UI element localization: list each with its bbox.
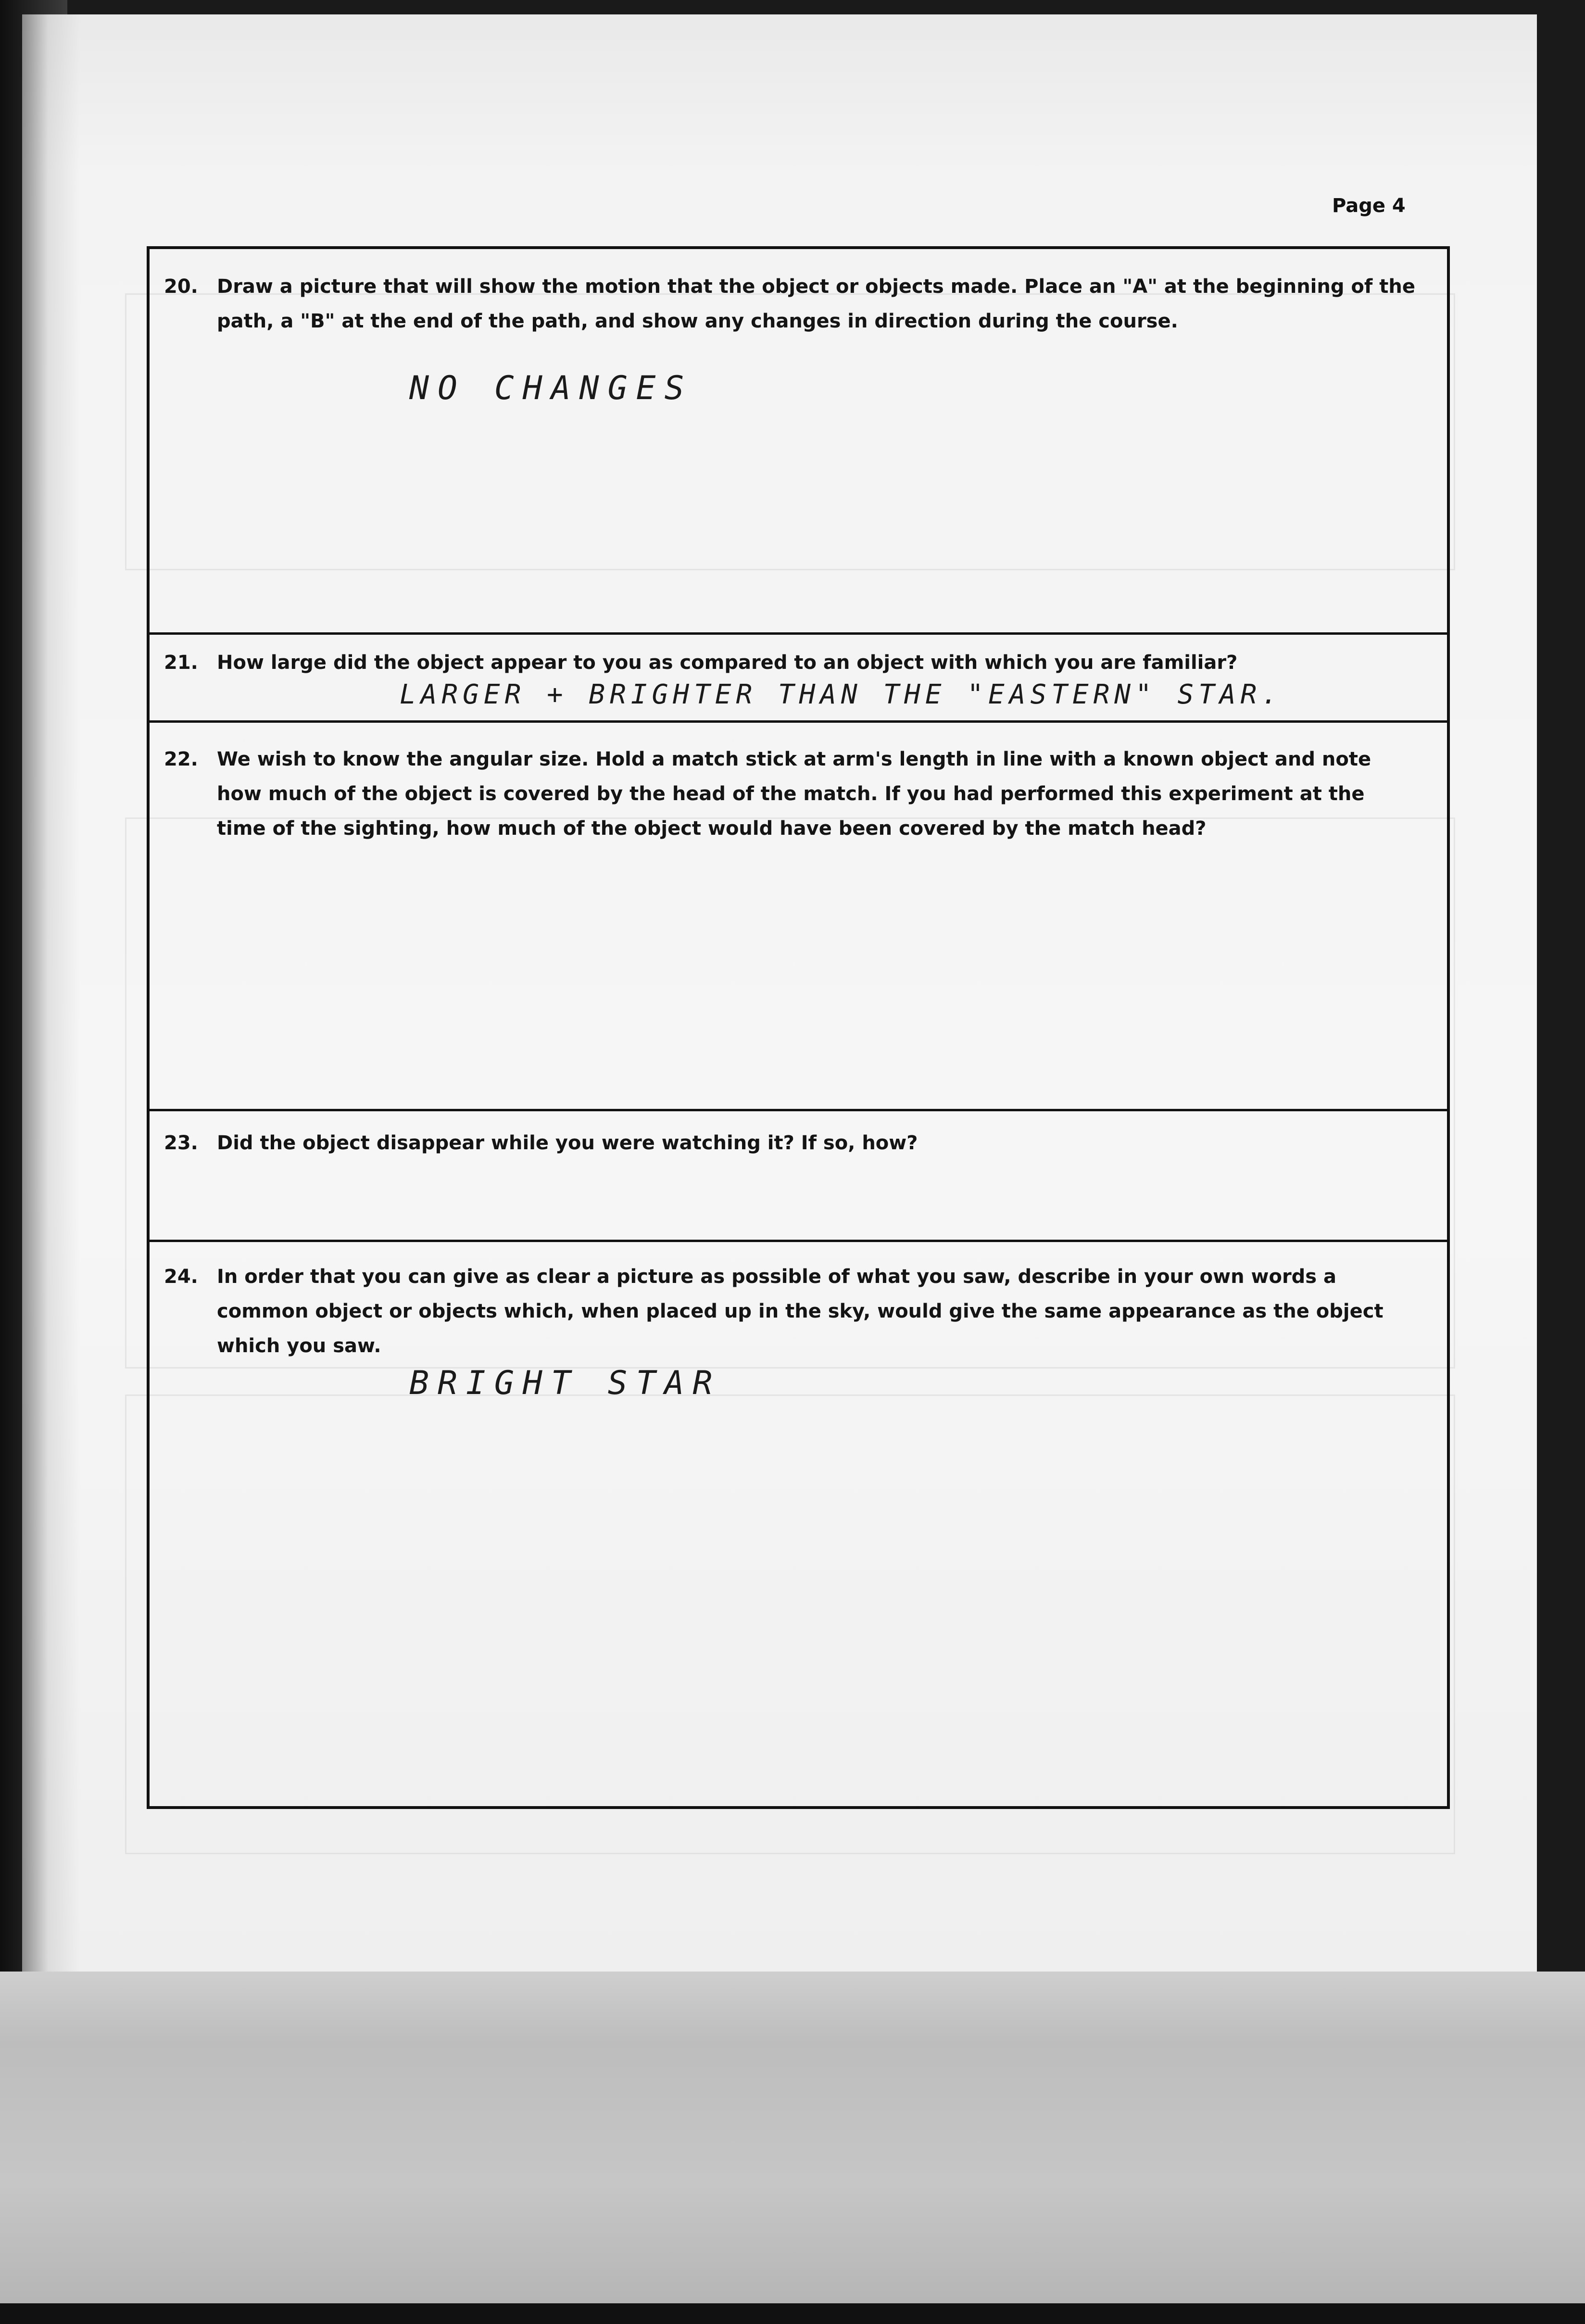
question-number: 21. — [164, 652, 198, 674]
question-text: Draw a picture that will show the motion that the object or objects made. Place an "A" at the beginning of the path, a "B" at the end of the path, and show any changes in direction during the course. — [217, 276, 1415, 332]
question-number: 22. — [164, 748, 198, 770]
question-20-section — [150, 249, 1447, 635]
question-number: 24. — [164, 1266, 198, 1288]
answer-text[interactable]: NO CHANGES — [409, 369, 693, 407]
answer-text[interactable]: LARGER + BRIGHTER THAN THE "EASTERN" STAR. — [400, 679, 1283, 710]
question-23 — [164, 1126, 1418, 1160]
question-24 — [164, 1259, 1418, 1363]
question-23-section — [150, 1111, 1447, 1242]
question-20 — [164, 269, 1418, 339]
question-number: 20. — [164, 276, 198, 298]
film-frame-bottom — [0, 2303, 1585, 2324]
question-21 — [164, 645, 1418, 680]
lower-paper-strip — [0, 1972, 1585, 2324]
question-22 — [164, 742, 1418, 846]
answer-text[interactable]: BRIGHT STAR — [409, 1364, 721, 1402]
question-text: In order that you can give as clear a picture as possible of what you saw, describe in your own words a common object or objects which, when placed up in the sky, would give the same appearance as the object which you saw. — [217, 1266, 1384, 1357]
sheet-shadow — [22, 14, 80, 1976]
question-24-section — [150, 1242, 1447, 1805]
question-21-section — [150, 635, 1447, 723]
questionnaire-form — [147, 246, 1450, 1809]
question-number: 23. — [164, 1132, 198, 1154]
page-number: Page 4 — [1332, 195, 1406, 217]
question-text: We wish to know the angular size. Hold a match stick at arm's length in line with a known object and note how much of the object is covered by the head of the match. If you had performed this experiment at the time of the sighting, how much of the object would have been covered by the match head? — [217, 748, 1371, 840]
question-22-section — [150, 723, 1447, 1111]
question-text: Did the object disappear while you were watching it? If so, how? — [217, 1132, 918, 1154]
question-text: How large did the object appear to you as compared to an object with which you are familiar? — [217, 652, 1238, 674]
